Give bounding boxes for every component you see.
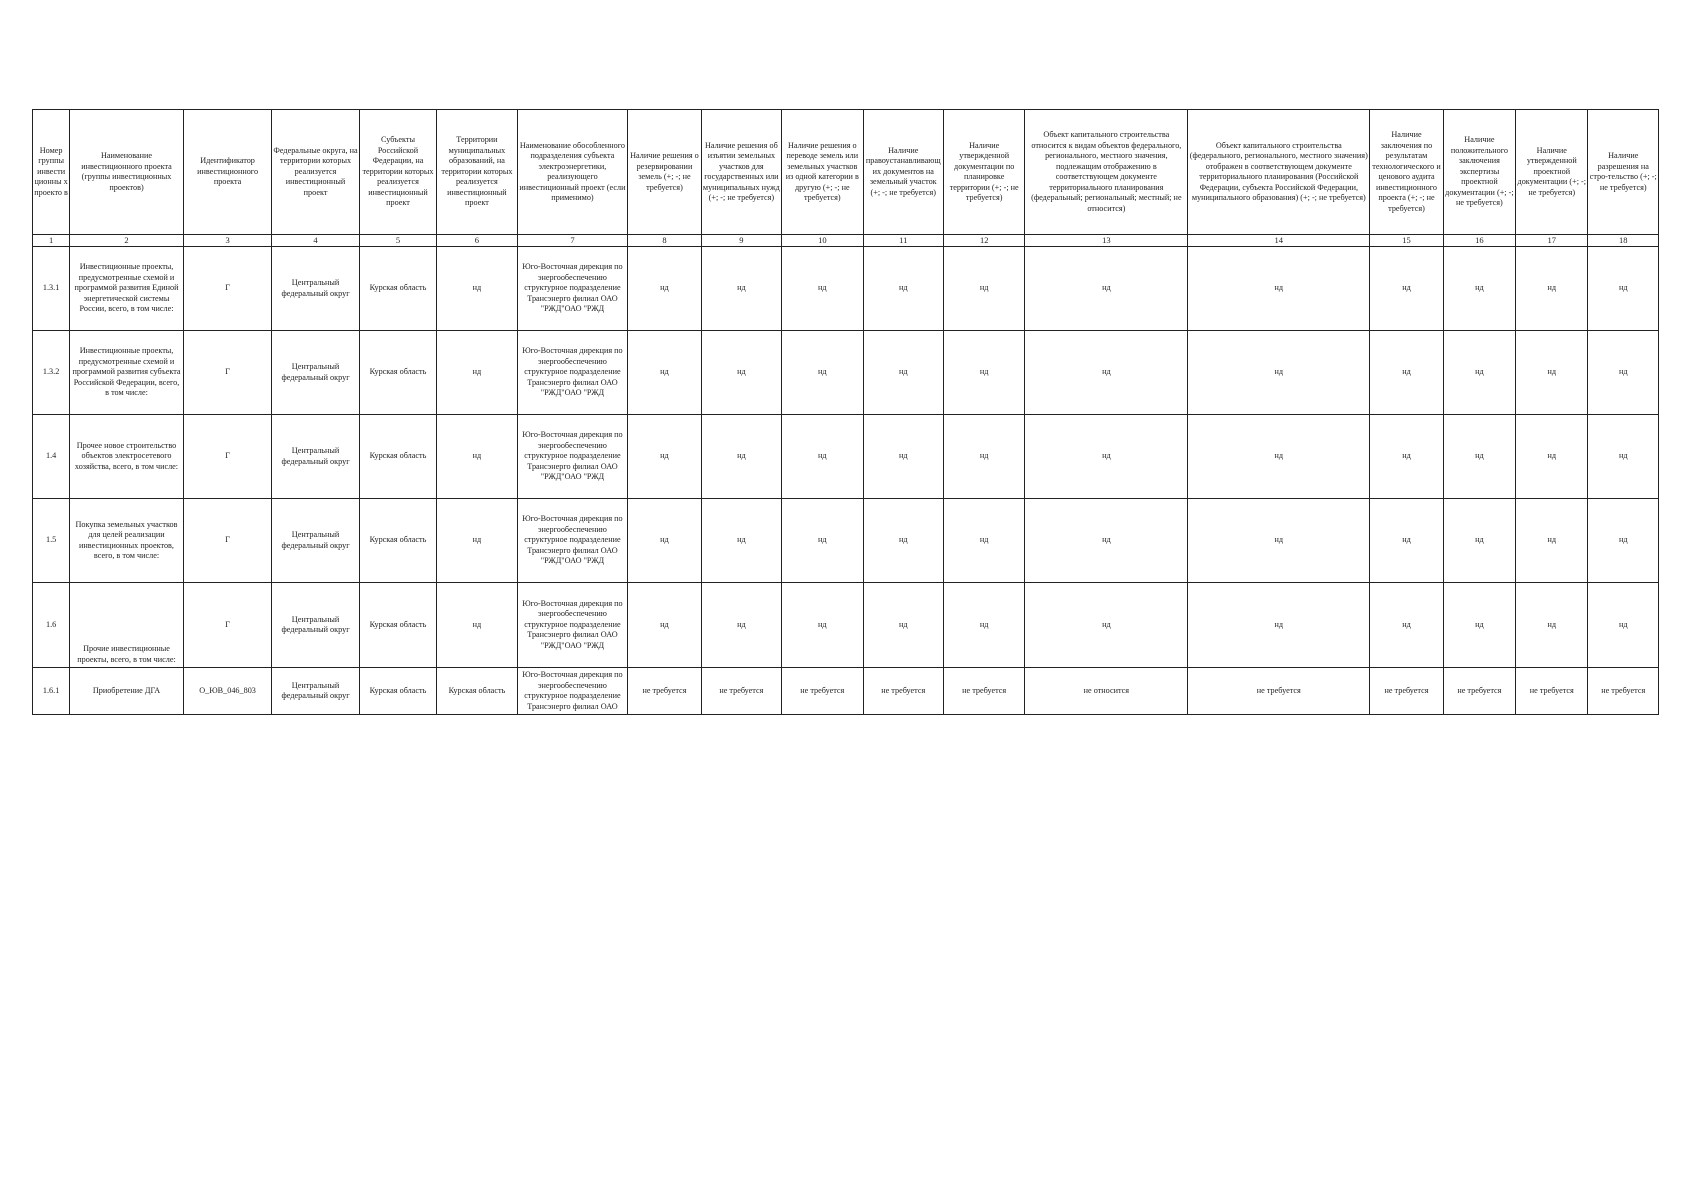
- column-number: 14: [1188, 235, 1370, 247]
- cell-value: нд: [1370, 247, 1443, 331]
- cell-value: нд: [701, 499, 781, 583]
- cell-value: нд: [1188, 415, 1370, 499]
- cell-value: нд: [1025, 247, 1188, 331]
- cell-value: нд: [1370, 583, 1443, 668]
- cell-value: не относится: [1025, 668, 1188, 715]
- cell-value: нд: [628, 415, 701, 499]
- region: Курская область: [359, 247, 436, 331]
- project-id: Г: [183, 247, 271, 331]
- header-row: [33, 110, 1659, 235]
- division-name: Юго-Восточная дирекция по энергообеспечению структурное подразделение Трансэнерго филиал ОАО "РЖД"ОАО "РЖД: [517, 583, 628, 668]
- header-cell: Объект капитального строительства относится к видам объектов федерального, регионального, местного значения, подлежащим отображению в соответствующем документе территориального планирования (федеральный; региональный; местный; не относится): [1025, 110, 1188, 235]
- table-row: [33, 583, 1659, 668]
- investment-projects-table: [32, 109, 1659, 715]
- cell-value: нд: [1588, 247, 1659, 331]
- project-name: Инвестиционные проекты, предусмотренные схемой и программой развития Единой энергетической системы России, всего, в том числе:: [70, 247, 184, 331]
- cell-value: нд: [1588, 499, 1659, 583]
- cell-value: нд: [1588, 331, 1659, 415]
- cell-value: нд: [1443, 499, 1515, 583]
- federal-district: Центральный федеральный округ: [272, 331, 359, 415]
- column-number: 18: [1588, 235, 1659, 247]
- header-cell: Наличие решения о резервировании земель (+; -; не требуется): [628, 110, 701, 235]
- header-cell: Наличие правоустанавливающих документов на земельный участок (+; -; не требуется): [863, 110, 943, 235]
- column-number: 13: [1025, 235, 1188, 247]
- cell-value: нд: [1025, 415, 1188, 499]
- column-number-row: [33, 235, 1659, 247]
- cell-value: нд: [1188, 331, 1370, 415]
- column-number: 4: [272, 235, 359, 247]
- column-number: 17: [1516, 235, 1588, 247]
- cell-value: нд: [1516, 331, 1588, 415]
- division-name: Юго-Восточная дирекция по энергообеспечению структурное подразделение Трансэнерго филиал ОАО "РЖД"ОАО "РЖД: [517, 331, 628, 415]
- cell-value: не требуется: [1188, 668, 1370, 715]
- project-name: Покупка земельных участков для целей реализации инвестиционных проектов, всего, в том числе:: [70, 499, 184, 583]
- cell-value: не требуется: [628, 668, 701, 715]
- cell-value: нд: [1516, 583, 1588, 668]
- division-name-text: Юго-Восточная дирекция по энергообеспечению структурное подразделение Трансэнерго филиал ОАО: [522, 670, 623, 711]
- cell-value: нд: [1588, 415, 1659, 499]
- cell-value: нд: [863, 583, 943, 668]
- cell-value: нд: [863, 415, 943, 499]
- header-cell: Номер группы инвести ционны х проекто в: [33, 110, 70, 235]
- cell-value: не требуется: [1588, 668, 1659, 715]
- municipal-territory: Курская область: [437, 668, 517, 715]
- region: Курская область: [359, 668, 436, 715]
- cell-value: нд: [1588, 583, 1659, 668]
- cell-value: нд: [1516, 499, 1588, 583]
- column-number: 8: [628, 235, 701, 247]
- cell-value: нд: [1370, 415, 1443, 499]
- column-number: 7: [517, 235, 628, 247]
- cell-value: не требуется: [943, 668, 1024, 715]
- header-cell: Наличие разрешения на стро-тельство (+; -; не требуется): [1588, 110, 1659, 235]
- header-cell: Наличие заключения по результатам технологического и ценового аудита инвестиционного проекта (+; -; не требуется): [1370, 110, 1443, 235]
- cell-value: нд: [863, 331, 943, 415]
- cell-value: нд: [628, 331, 701, 415]
- column-number: 2: [70, 235, 184, 247]
- cell-value: нд: [782, 415, 863, 499]
- table-row: [33, 247, 1659, 331]
- federal-district: Центральный федеральный округ: [272, 415, 359, 499]
- cell-value: нд: [1025, 499, 1188, 583]
- municipal-territory: нд: [437, 415, 517, 499]
- cell-value: нд: [1443, 415, 1515, 499]
- federal-district: Центральный федеральный округ: [272, 499, 359, 583]
- federal-district: Центральный федеральный округ: [272, 668, 359, 715]
- municipal-territory: нд: [437, 499, 517, 583]
- table-row: [33, 668, 1659, 715]
- header-cell: Наименование обособленного подразделения субъекта электроэнергетики, реализующего инвестиционный проект (если применимо): [517, 110, 628, 235]
- column-number: 6: [437, 235, 517, 247]
- cell-value: не требуется: [1516, 668, 1588, 715]
- group-number: 1.5: [33, 499, 70, 583]
- group-number: 1.4: [33, 415, 70, 499]
- header-cell: Наличие решения о переводе земель или земельных участков из одной категории в другую (+; -; не требуется): [782, 110, 863, 235]
- header-cell: Наличие решения об изъятии земельных участков для государственных или муниципальных нужд (+; -; не требуется): [701, 110, 781, 235]
- column-number: 5: [359, 235, 436, 247]
- project-id: Г: [183, 331, 271, 415]
- table-row: [33, 499, 1659, 583]
- cell-value: нд: [943, 247, 1024, 331]
- cell-value: нд: [1516, 247, 1588, 331]
- cell-value: нд: [628, 499, 701, 583]
- cell-value: нд: [1370, 331, 1443, 415]
- cell-value: нд: [943, 331, 1024, 415]
- header-cell: Идентификатор инвестиционного проекта: [183, 110, 271, 235]
- group-number: 1.3.1: [33, 247, 70, 331]
- column-number: 1: [33, 235, 70, 247]
- cell-value: не требуется: [701, 668, 781, 715]
- cell-value: нд: [1025, 583, 1188, 668]
- header-cell: Территории муниципальных образований, на территории которых реализуется инвестиционный проект: [437, 110, 517, 235]
- cell-value: нд: [701, 583, 781, 668]
- cell-value: нд: [1188, 247, 1370, 331]
- cell-value: нд: [1370, 499, 1443, 583]
- cell-value: нд: [782, 247, 863, 331]
- project-id: Г: [183, 583, 271, 668]
- header-cell: Объект капитального строительства (федерального, регионального, местного значения) отображен в соответствующем документе территориального планирования (Российской Федерации, субъекта Российской Федерации, муниципального образования) (+; -; не требуется): [1188, 110, 1370, 235]
- region: Курская область: [359, 415, 436, 499]
- project-id: O_ЮВ_046_803: [183, 668, 271, 715]
- cell-value: нд: [1188, 499, 1370, 583]
- column-number: 16: [1443, 235, 1515, 247]
- project-name: Прочее новое строительство объектов электросетевого хозяйства, всего, в том числе:: [70, 415, 184, 499]
- column-number: 12: [943, 235, 1024, 247]
- project-name: Прочие инвестиционные проекты, всего, в том числе:: [70, 583, 184, 668]
- group-number: 1.3.2: [33, 331, 70, 415]
- cell-value: нд: [943, 499, 1024, 583]
- column-number: 10: [782, 235, 863, 247]
- cell-value: нд: [1516, 415, 1588, 499]
- column-number: 3: [183, 235, 271, 247]
- table-row: [33, 331, 1659, 415]
- division-name: Юго-Восточная дирекция по энергообеспечению структурное подразделение Трансэнерго филиал ОАО "РЖД"ОАО "РЖД: [517, 499, 628, 583]
- cell-value: нд: [1443, 583, 1515, 668]
- column-number: 11: [863, 235, 943, 247]
- group-number: 1.6.1: [33, 668, 70, 715]
- cell-value: не требуется: [863, 668, 943, 715]
- cell-value: нд: [701, 415, 781, 499]
- cell-value: не требуется: [1443, 668, 1515, 715]
- cell-value: нд: [1443, 247, 1515, 331]
- cell-value: нд: [628, 583, 701, 668]
- cell-value: нд: [1025, 331, 1188, 415]
- project-name: Инвестиционные проекты, предусмотренные схемой и программой развития субъекта Российской Федерации, всего, в том числе:: [70, 331, 184, 415]
- cell-value: нд: [943, 583, 1024, 668]
- cell-value: нд: [1188, 583, 1370, 668]
- project-id: Г: [183, 499, 271, 583]
- cell-value: нд: [863, 247, 943, 331]
- division-name: Юго-Восточная дирекция по энергообеспечению структурное подразделение Трансэнерго филиал ОАО "РЖД"ОАО "РЖД: [517, 415, 628, 499]
- table-row: [33, 415, 1659, 499]
- header-cell: Наличие утвержденной документации по планировке территории (+; -; не требуется): [943, 110, 1024, 235]
- column-number: 9: [701, 235, 781, 247]
- column-number: 15: [1370, 235, 1443, 247]
- cell-value: нд: [701, 331, 781, 415]
- cell-value: нд: [863, 499, 943, 583]
- municipal-territory: нд: [437, 583, 517, 668]
- cell-value: нд: [628, 247, 701, 331]
- region: Курская область: [359, 583, 436, 668]
- project-name: Приобретение ДГА: [70, 668, 184, 715]
- municipal-territory: нд: [437, 247, 517, 331]
- municipal-territory: нд: [437, 331, 517, 415]
- cell-value: нд: [943, 415, 1024, 499]
- division-name: [517, 668, 628, 715]
- header-cell: Наличие утвержденной проектной документации (+; -; не требуется): [1516, 110, 1588, 235]
- cell-value: нд: [782, 499, 863, 583]
- cell-value: нд: [782, 331, 863, 415]
- header-cell: Субъекты Российской Федерации, на территории которых реализуется инвестиционный проект: [359, 110, 436, 235]
- cell-value: нд: [701, 247, 781, 331]
- header-cell: Федеральные округа, на территории которых реализуется инвестиционный проект: [272, 110, 359, 235]
- header-cell: Наименование инвестиционного проекта (группы инвестиционных проектов): [70, 110, 184, 235]
- federal-district: Центральный федеральный округ: [272, 583, 359, 668]
- cell-value: не требуется: [782, 668, 863, 715]
- division-name: Юго-Восточная дирекция по энергообеспечению структурное подразделение Трансэнерго филиал ОАО "РЖД"ОАО "РЖД: [517, 247, 628, 331]
- region: Курская область: [359, 331, 436, 415]
- region: Курская область: [359, 499, 436, 583]
- project-id: Г: [183, 415, 271, 499]
- cell-value: не требуется: [1370, 668, 1443, 715]
- header-cell: Наличие положительного заключения экспертизы проектной документации (+; -; не требуется): [1443, 110, 1515, 235]
- federal-district: Центральный федеральный округ: [272, 247, 359, 331]
- group-number: 1.6: [33, 583, 70, 668]
- cell-value: нд: [1443, 331, 1515, 415]
- cell-value: нд: [782, 583, 863, 668]
